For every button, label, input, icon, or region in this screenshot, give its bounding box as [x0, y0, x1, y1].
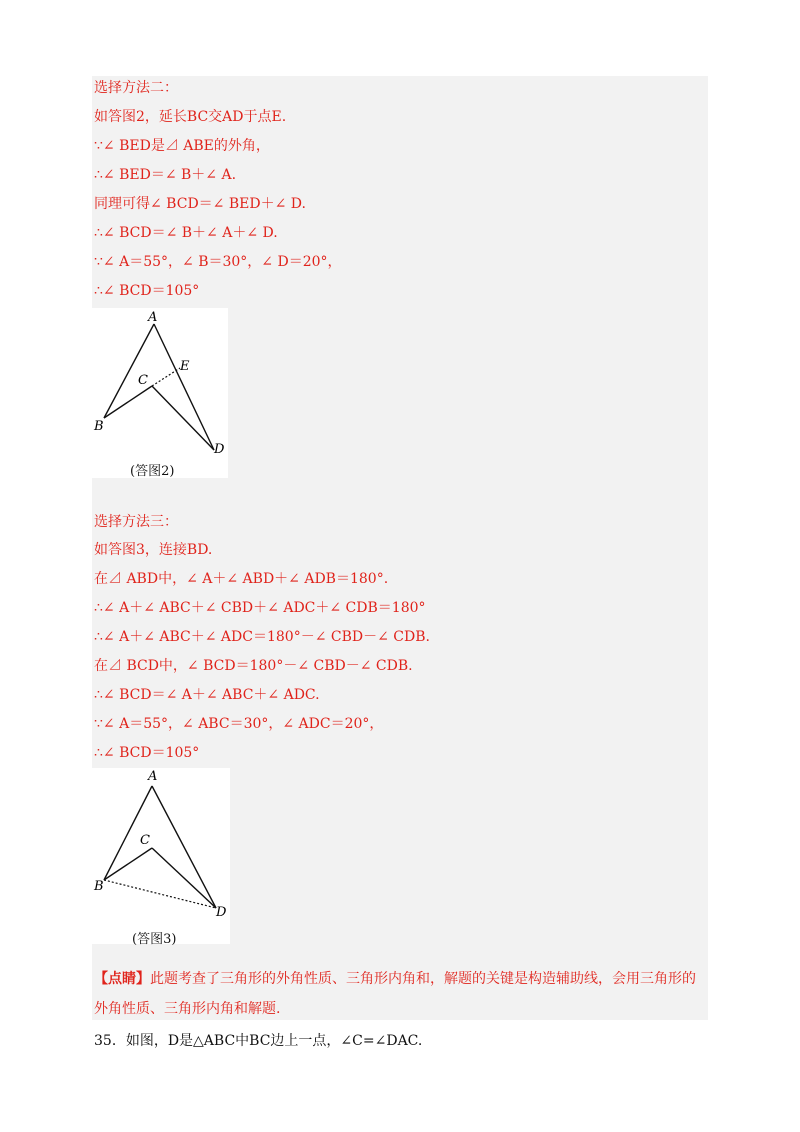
method3-line-7: ∵∠ A＝55°，∠ ABC＝30°，∠ ADC＝20°， [94, 716, 384, 732]
method3-title: 选择方法三： [94, 514, 178, 530]
label-d: D [214, 442, 225, 457]
segment-bd [104, 880, 216, 908]
edge-ad [152, 786, 216, 908]
edge-bc [104, 386, 152, 418]
label-a: A [148, 769, 158, 784]
method2-line-1: 如答图2，延长BC交AD于点E. [94, 109, 287, 125]
method2-line-4: 同理可得∠ BCD＝∠ BED＋∠ D. [94, 196, 306, 212]
edge-ad [154, 324, 214, 450]
edge-bc [104, 848, 152, 880]
method2-line-5: ∴∠ BCD＝∠ B＋∠ A＋∠ D. [94, 225, 278, 241]
label-a: A [148, 310, 158, 325]
next-question: 35．如图，D是△ABC中BC边上一点，∠C=∠DAC. [94, 1033, 423, 1049]
label-c: C [140, 833, 150, 848]
figure-2-caption: (答图2) [130, 464, 175, 479]
comment-text: 此题考查了三角形的外角性质、三角形内角和，解题的关键是构造辅助线，会用三角形的外角性质、三角形内角和解题. [94, 971, 696, 1017]
figure-answer-3 [92, 768, 230, 947]
method3-line-6: ∴∠ BCD＝∠ A＋∠ ABC＋∠ ADC. [94, 687, 320, 703]
method2-line-7: ∴∠ BCD＝105° [94, 283, 200, 299]
method3-line-2: 在⊿ ABD中，∠ A＋∠ ABD＋∠ ADB＝180°. [94, 571, 389, 587]
label-c: C [138, 373, 148, 388]
method3-line-8: ∴∠ BCD＝105° [94, 745, 200, 761]
method2-line-6: ∵∠ A＝55°，∠ B＝30°，∠ D＝20°， [94, 254, 342, 270]
method2-title: 选择方法二： [94, 80, 178, 96]
label-d: D [216, 905, 227, 920]
extension-ce [152, 368, 180, 386]
comment-tag: 【点睛】 [94, 971, 150, 987]
figure-3-caption: (答图3) [132, 932, 177, 947]
method2-line-2: ∵∠ BED是⊿ ABE的外角， [94, 138, 270, 154]
method2-line-3: ∴∠ BED＝∠ B＋∠ A. [94, 167, 237, 183]
method3-line-1: 如答图3，连接BD. [94, 542, 213, 558]
edge-cd [152, 848, 216, 908]
edge-cd [152, 386, 214, 450]
method3-line-5: 在⊿ BCD中，∠ BCD＝180°－∠ CBD－∠ CDB. [94, 658, 413, 674]
figure-answer-2 [92, 308, 228, 478]
method3-line-4: ∴∠ A＋∠ ABC＋∠ ADC＝180°－∠ CBD－∠ CDB. [94, 629, 430, 645]
edge-ab [104, 324, 154, 418]
figure-2-diagram [92, 308, 228, 478]
comment-block [94, 964, 706, 1024]
label-b: B [94, 419, 104, 434]
label-e: E [180, 359, 190, 374]
label-b: B [94, 879, 104, 894]
method3-line-3: ∴∠ A＋∠ ABC＋∠ CBD＋∠ ADC＋∠ CDB＝180° [94, 600, 426, 616]
figure-3-diagram [92, 768, 230, 944]
